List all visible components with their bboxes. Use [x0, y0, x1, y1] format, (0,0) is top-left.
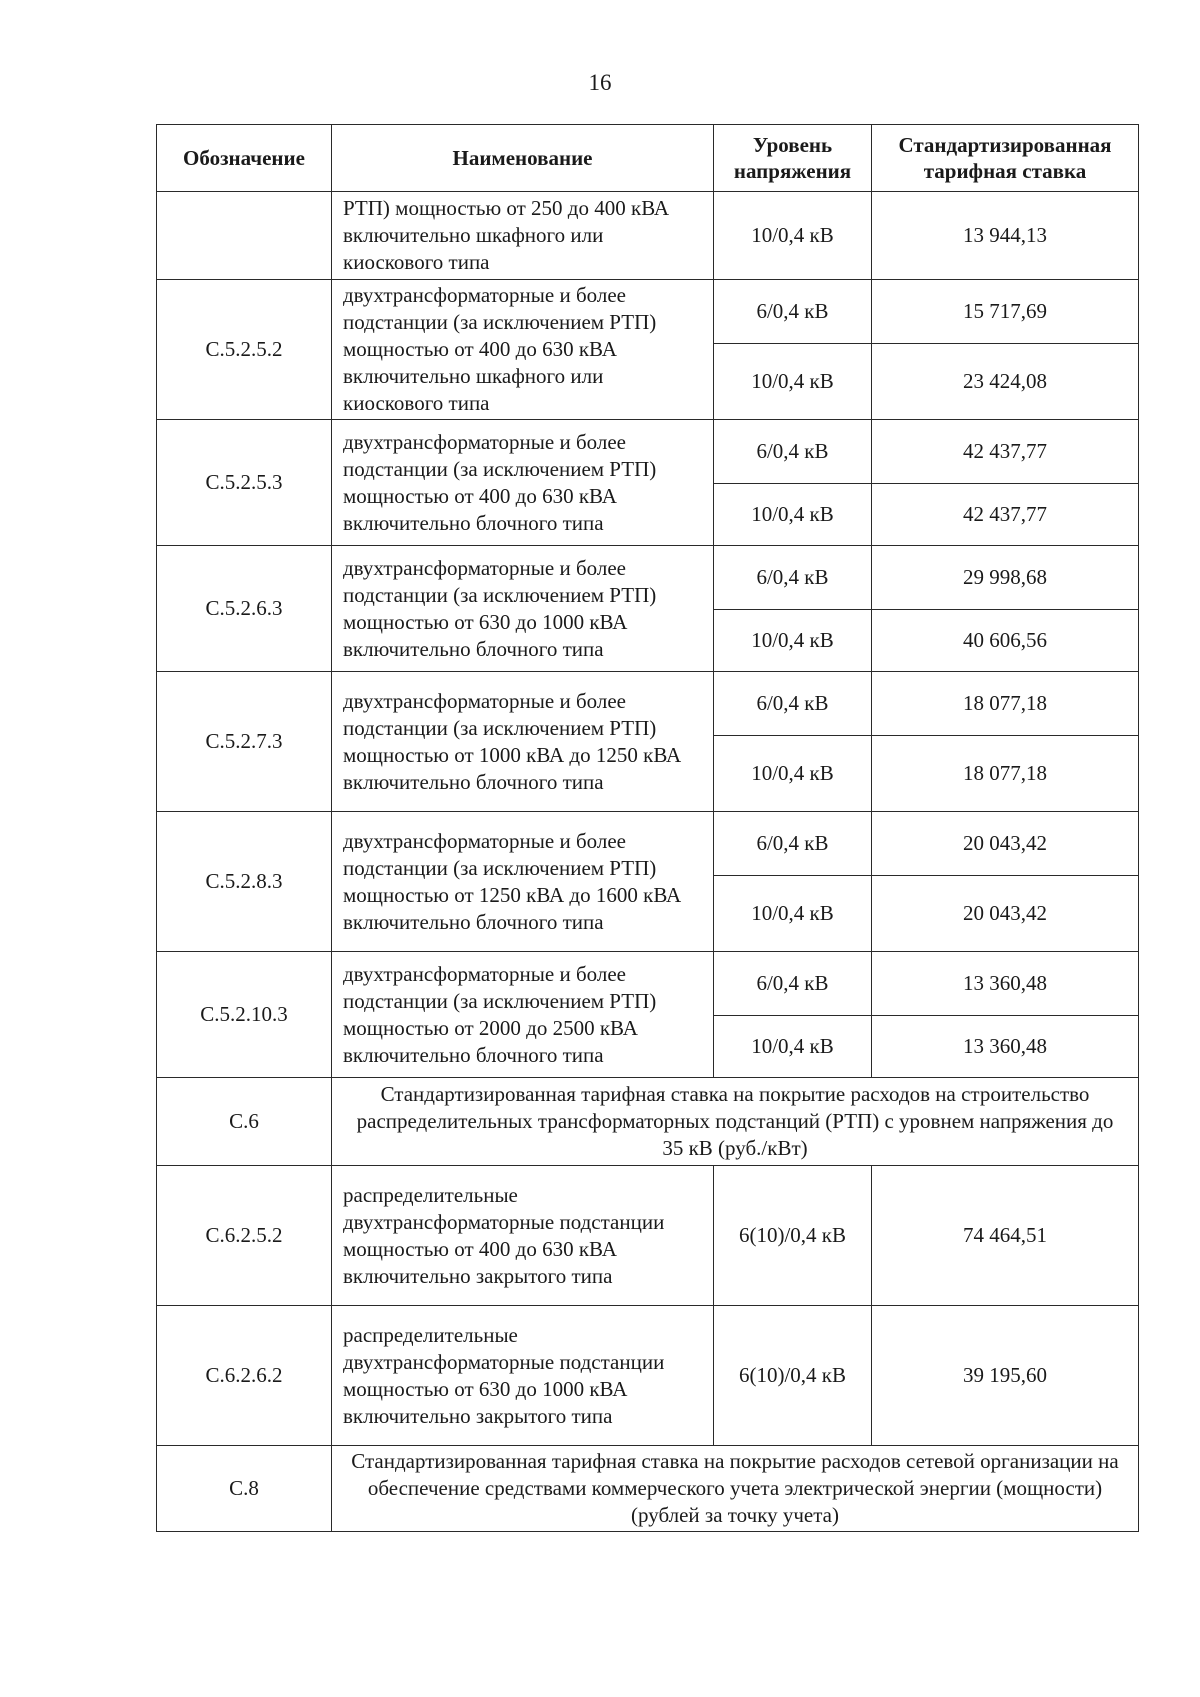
row-voltage: 10/0,4 кВ	[714, 192, 872, 280]
row-rate: 42 437,77	[872, 484, 1139, 546]
row-code: С.5.2.10.3	[157, 952, 332, 1078]
row-rate: 20 043,42	[872, 812, 1139, 876]
row-rate: 20 043,42	[872, 876, 1139, 952]
section-text: Стандартизированная тарифная ставка на покрытие расходов на строительство распределительных трансформаторных подстанций (РТП) с уровнем напряжения до 35 кВ (руб./кВт)	[332, 1078, 1139, 1166]
row-code: С.5.2.7.3	[157, 672, 332, 812]
table-row	[157, 1306, 1139, 1446]
table-row	[157, 672, 1139, 736]
row-rate: 13 360,48	[872, 1016, 1139, 1078]
row-rate: 13 360,48	[872, 952, 1139, 1016]
row-code: С.5.2.5.3	[157, 420, 332, 546]
row-code: С.5.2.6.3	[157, 546, 332, 672]
row-voltage: 10/0,4 кВ	[714, 484, 872, 546]
row-rate: 15 717,69	[872, 280, 1139, 344]
section-text: Стандартизированная тарифная ставка на покрытие расходов сетевой организации на обеспечение средствами коммерческого учета электрической энергии (мощности) (рублей за точку учета)	[332, 1446, 1139, 1532]
table-row	[157, 812, 1139, 876]
row-name: двухтрансформаторные и более подстанции (за исключением РТП) мощностью от 400 до 630 кВА включительно шкафного или киоскового типа	[332, 280, 714, 420]
row-voltage: 10/0,4 кВ	[714, 610, 872, 672]
row-code: С.6.2.5.2	[157, 1166, 332, 1306]
table-row	[157, 546, 1139, 610]
row-voltage: 10/0,4 кВ	[714, 344, 872, 420]
row-name: двухтрансформаторные и более подстанции (за исключением РТП) мощностью от 1250 кВА до 1600 кВА включительно блочного типа	[332, 812, 714, 952]
row-rate: 40 606,56	[872, 610, 1139, 672]
row-voltage: 10/0,4 кВ	[714, 1016, 872, 1078]
row-voltage: 10/0,4 кВ	[714, 876, 872, 952]
section-row-c6	[157, 1078, 1139, 1166]
row-name: распределительные двухтрансформаторные подстанции мощностью от 630 до 1000 кВА включительно закрытого типа	[332, 1306, 714, 1446]
row-code: С.5.2.8.3	[157, 812, 332, 952]
row-rate: 39 195,60	[872, 1306, 1139, 1446]
row-voltage: 6(10)/0,4 кВ	[714, 1166, 872, 1306]
row-voltage: 6/0,4 кВ	[714, 672, 872, 736]
table-row	[157, 1166, 1139, 1306]
row-rate: 74 464,51	[872, 1166, 1139, 1306]
header-voltage: Уровень напряжения	[714, 125, 872, 192]
page-number: 16	[588, 70, 612, 95]
row-name: распределительные двухтрансформаторные подстанции мощностью от 400 до 630 кВА включительно закрытого типа	[332, 1166, 714, 1306]
row-name: РТП) мощностью от 250 до 400 кВА включительно шкафного или киоскового типа	[332, 192, 714, 280]
row-voltage: 6/0,4 кВ	[714, 952, 872, 1016]
row-rate: 42 437,77	[872, 420, 1139, 484]
row-name: двухтрансформаторные и более подстанции (за исключением РТП) мощностью от 400 до 630 кВА включительно блочного типа	[332, 420, 714, 546]
row-voltage: 6/0,4 кВ	[714, 812, 872, 876]
row-rate: 18 077,18	[872, 736, 1139, 812]
row-name: двухтрансформаторные и более подстанции (за исключением РТП) мощностью от 1000 кВА до 1250 кВА включительно блочного типа	[332, 672, 714, 812]
row-rate: 13 944,13	[872, 192, 1139, 280]
table-row	[157, 280, 1139, 344]
header-name: Наименование	[332, 125, 714, 192]
header-code: Обозначение	[157, 125, 332, 192]
row-rate: 29 998,68	[872, 546, 1139, 610]
row-voltage: 6/0,4 кВ	[714, 420, 872, 484]
table-header-row	[157, 125, 1139, 192]
row-rate: 23 424,08	[872, 344, 1139, 420]
table-row	[157, 420, 1139, 484]
table-row	[157, 952, 1139, 1016]
row-voltage: 6/0,4 кВ	[714, 546, 872, 610]
table-row	[157, 192, 1139, 280]
row-voltage: 6(10)/0,4 кВ	[714, 1306, 872, 1446]
section-code: С.6	[157, 1078, 332, 1166]
row-code: С.5.2.5.2	[157, 280, 332, 420]
header-rate: Стандартизированная тарифная ставка	[872, 125, 1139, 192]
section-code: С.8	[157, 1446, 332, 1532]
tariff-table	[156, 124, 1139, 1532]
row-name: двухтрансформаторные и более подстанции (за исключением РТП) мощностью от 630 до 1000 кВА включительно блочного типа	[332, 546, 714, 672]
section-row-c8	[157, 1446, 1139, 1532]
row-voltage: 10/0,4 кВ	[714, 736, 872, 812]
row-voltage: 6/0,4 кВ	[714, 280, 872, 344]
row-rate: 18 077,18	[872, 672, 1139, 736]
row-code: С.6.2.6.2	[157, 1306, 332, 1446]
row-name: двухтрансформаторные и более подстанции (за исключением РТП) мощностью от 2000 до 2500 кВА включительно блочного типа	[332, 952, 714, 1078]
row-code	[157, 192, 332, 280]
